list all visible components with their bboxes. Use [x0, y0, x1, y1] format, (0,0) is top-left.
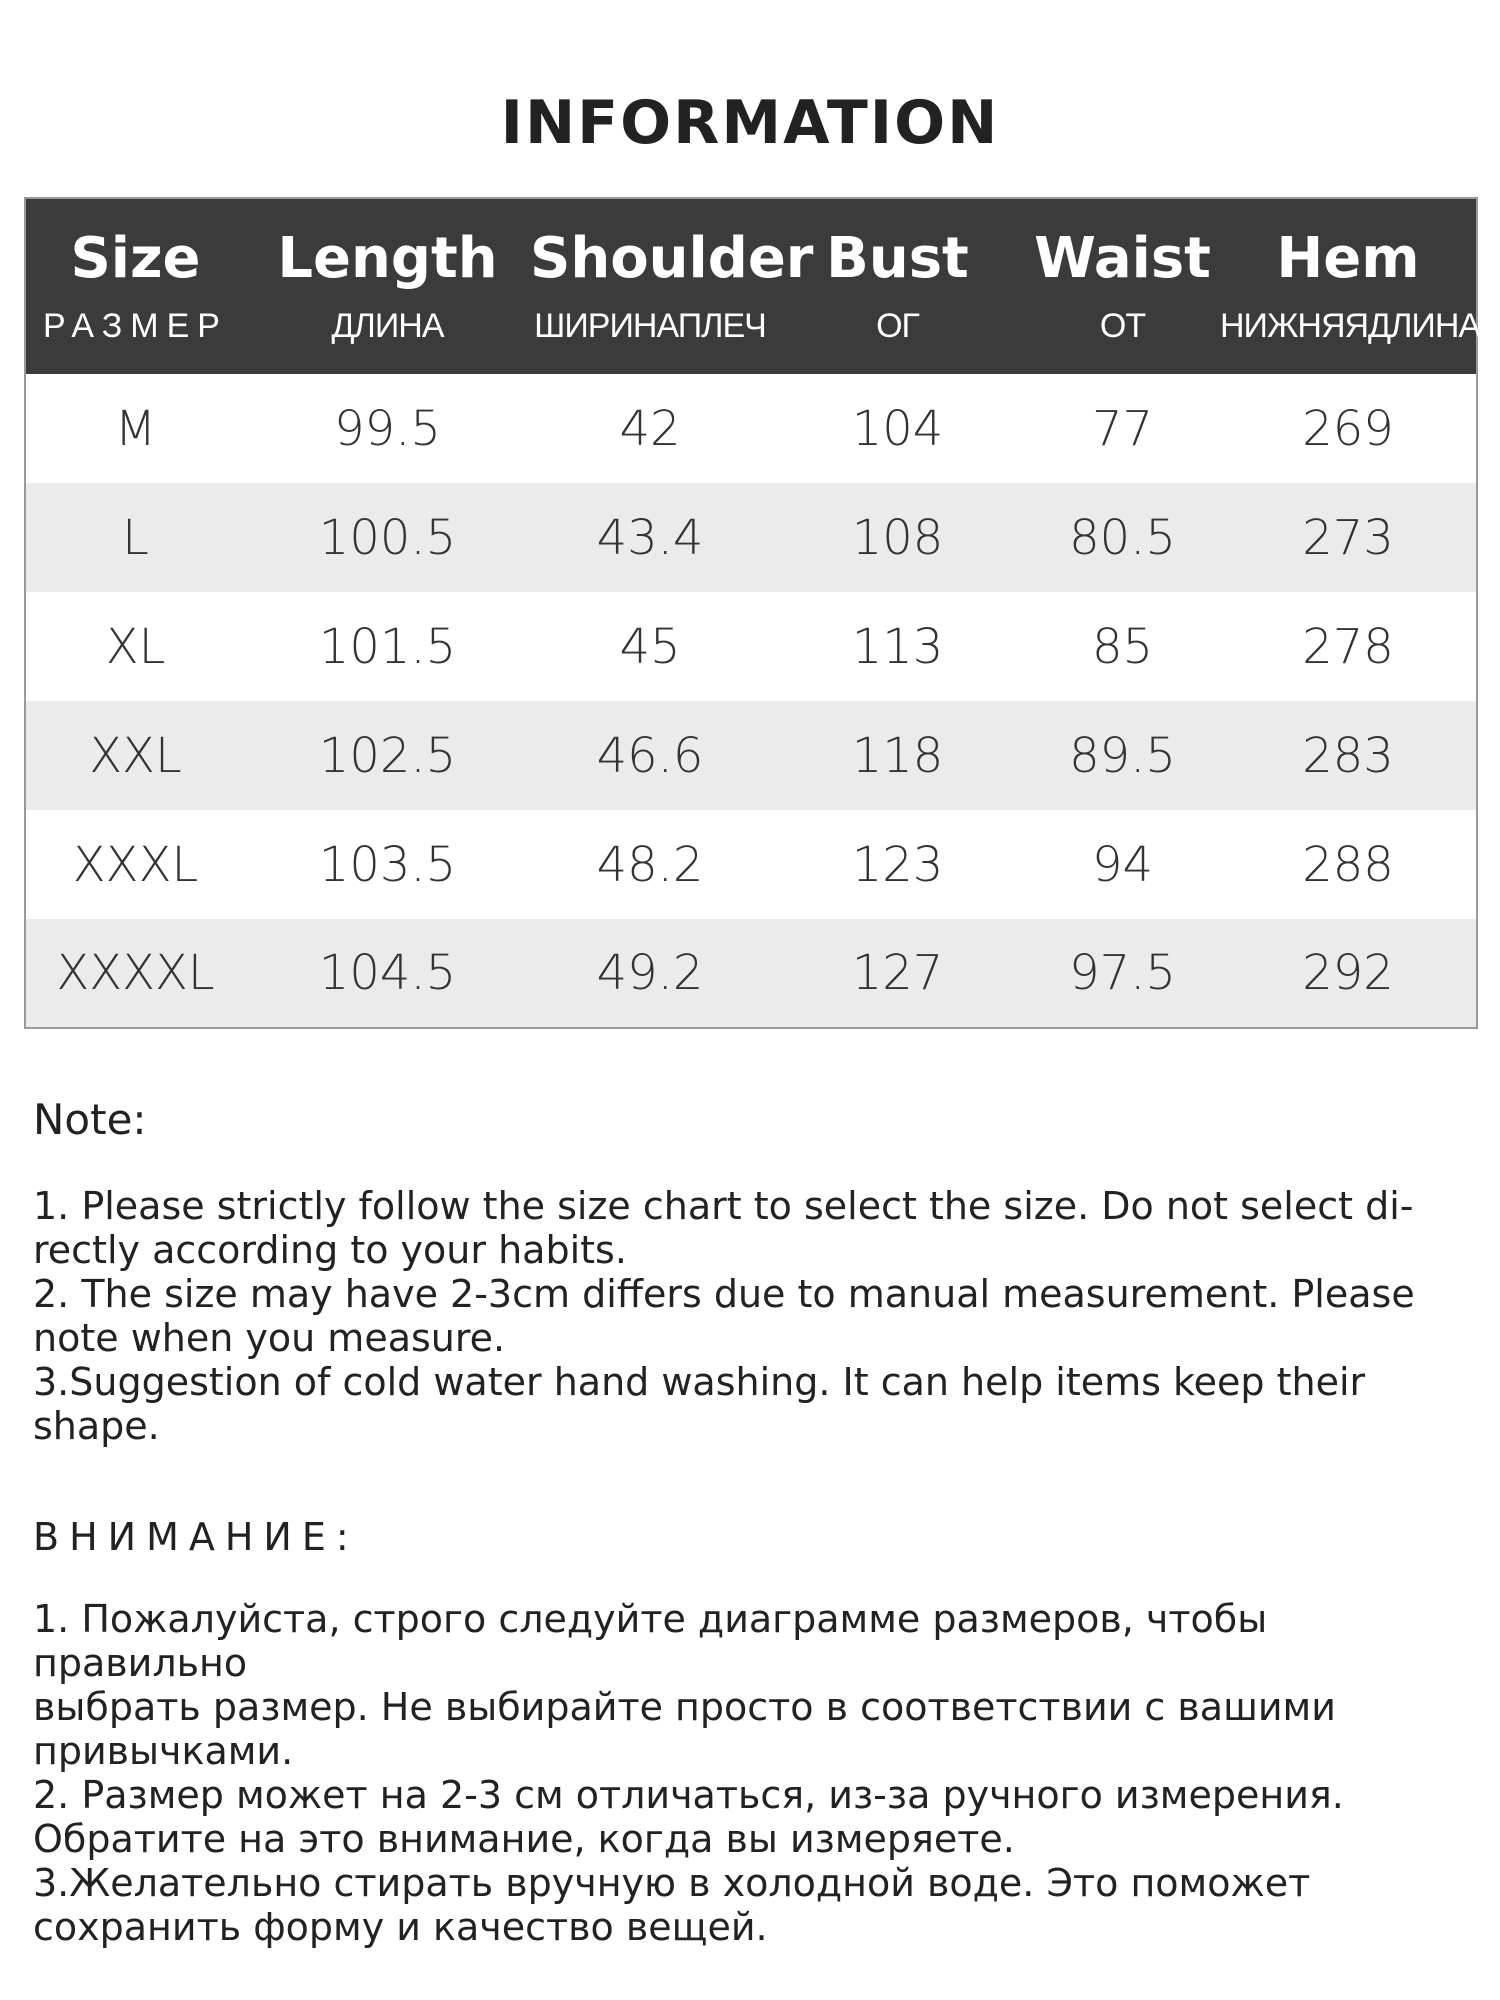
- note-en-section: [33, 1095, 1453, 1448]
- header-length: [245, 198, 530, 374]
- cell-waist: 89.5: [1069, 727, 1176, 784]
- cell-hem: 288: [1302, 836, 1394, 893]
- cell-bust: 127: [851, 945, 944, 1001]
- cell-shoulder: 46.6: [596, 727, 704, 784]
- cell-hem: 273: [1302, 509, 1394, 566]
- header-hem: [1220, 198, 1481, 374]
- table-row: [25, 810, 1477, 919]
- header-shoulder: [530, 198, 814, 374]
- note-ru-heading: ВНИМАНИЕ:: [33, 1515, 359, 1559]
- size-chart-table: [24, 197, 1481, 1029]
- table-row: [25, 919, 1477, 1028]
- note-ru-section: [33, 1515, 1453, 1949]
- header-label-ru: НИЖНЯЯДЛИНА: [1220, 306, 1481, 345]
- cell-waist: 77: [1091, 400, 1154, 457]
- cell-bust: 123: [851, 836, 944, 893]
- cell-length: 104.5: [318, 945, 457, 1001]
- cell-bust: 104: [851, 400, 944, 457]
- header-label-en: Length: [277, 225, 498, 291]
- table-row: [25, 592, 1477, 701]
- cell-length: 100.5: [318, 509, 457, 566]
- cell-size: XL: [105, 618, 166, 675]
- cell-waist: 80.5: [1069, 509, 1176, 566]
- table-row: [25, 483, 1477, 592]
- cell-bust: 113: [851, 618, 944, 675]
- note-en-body: 1. Please strictly follow the size chart to select the size. Do not select di- rectly according to your habits. 2. The size may have 2-3cm differs due to manual measurement. Please note when you measure. 3.Suggestion of cold water hand washing. It can help items keep their shape.: [33, 1184, 1415, 1448]
- cell-bust: 108: [851, 509, 944, 566]
- cell-hem: 269: [1302, 400, 1394, 457]
- header-waist: [1025, 198, 1220, 374]
- header-label-ru: ОТ: [1099, 306, 1146, 345]
- page-title: INFORMATION: [500, 88, 1000, 158]
- table-row: [25, 374, 1477, 483]
- cell-shoulder: 43.4: [596, 509, 704, 566]
- cell-waist: 85: [1091, 618, 1154, 675]
- cell-size: L: [122, 509, 149, 566]
- cell-shoulder: 45: [619, 618, 681, 675]
- cell-length: 103.5: [318, 836, 457, 893]
- header-label-en: Waist: [1034, 225, 1211, 291]
- header-label-ru: ДЛИНА: [331, 306, 444, 345]
- header-label-ru: РАЗМЕР: [43, 306, 228, 345]
- cell-bust: 118: [851, 727, 944, 784]
- cell-size: XXXL: [72, 836, 199, 893]
- header-label-en: Bust: [826, 225, 969, 291]
- note-en-heading: Note:: [33, 1095, 147, 1144]
- header-size: [25, 198, 245, 374]
- header-label-ru: ШИРИНАПЛЕЧ: [534, 306, 766, 345]
- header-label-en: Size: [70, 225, 201, 291]
- cell-waist: 94: [1091, 836, 1154, 893]
- cell-length: 102.5: [318, 727, 457, 784]
- cell-hem: 278: [1302, 618, 1394, 675]
- table-row: [25, 701, 1477, 810]
- cell-size: M: [114, 400, 157, 457]
- cell-shoulder: 42: [619, 400, 681, 457]
- cell-shoulder: 49.2: [596, 945, 704, 1001]
- header-label-en: Shoulder: [530, 225, 814, 291]
- cell-size: XXL: [89, 727, 182, 784]
- table-header-row: [25, 198, 1477, 374]
- note-ru-body: 1. Пожалуйста, строго следуйте диаграмме размеров, чтобы правильно выбрать размер. Не выбирайте просто в соответствии с вашими привычками. 2. Размер может на 2-3 см отличаться, из-за ручного измерения. Обратите на это внимание, когда вы измеряете. 3.Желательно стирать вручную в холодной воде. Это поможет сохранить форму и качество вещей.: [33, 1597, 1344, 1949]
- cell-hem: 283: [1302, 727, 1394, 784]
- cell-shoulder: 48.2: [596, 836, 704, 893]
- header-label-en: Hem: [1276, 225, 1420, 291]
- header-label-ru: ОГ: [876, 306, 919, 345]
- cell-length: 99.5: [334, 400, 441, 457]
- cell-length: 101.5: [318, 618, 457, 675]
- cell-hem: 292: [1302, 945, 1394, 1001]
- cell-size: XXXXL: [56, 945, 215, 1001]
- cell-waist: 97.5: [1069, 945, 1176, 1001]
